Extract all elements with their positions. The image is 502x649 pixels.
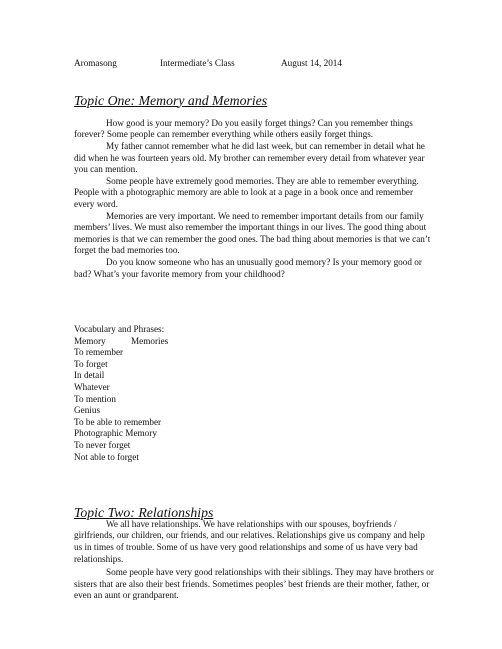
topic-one-paragraph: Some people have extremely good memories. They are able to remember everything. People with a photographic memory are able to look at a page in a book once and remember every word. (74, 175, 419, 209)
vocabulary-item: To be able to remember (74, 416, 162, 427)
topic-two-title: Topic Two: Relationships (74, 505, 214, 521)
vocabulary-item: Genius (74, 405, 101, 416)
topic-one-paragraph: Do you know someone who has an unusually good memory? Is your memory good or bad? What’s your favorite memory from your childhood? (74, 256, 422, 279)
document-page (74, 58, 434, 602)
topic-one-paragraph: My father cannot remember what he did last week, but can remember in detail what he did when he was fourteen years old. My brother can remember every detail from whatever year you can mention. (74, 140, 425, 175)
topic-two-paragraph: Some people have very good relationships with their siblings. They may have brothers or sisters that are also their best friends. Sometimes peoples’ best friends are their mother, father, or even an aunt or grandparent. (74, 567, 434, 601)
vocabulary-item: To never forget (74, 440, 131, 451)
vocabulary-item: Photographic Memory (74, 428, 157, 439)
vocabulary-item: Memory (74, 335, 106, 346)
vocabulary-item: Whatever (74, 382, 110, 393)
vocabulary-item: Memories (131, 335, 169, 346)
header-class: Intermediate’s Class (160, 58, 235, 68)
header-date: August 14, 2014 (281, 58, 342, 68)
vocabulary-title: Vocabulary and Phrases: (74, 324, 165, 335)
vocabulary-item: To forget (74, 358, 108, 369)
header-spacer (74, 70, 434, 95)
topic-one-section (74, 92, 434, 281)
vocabulary-first-row (74, 336, 434, 348)
topic-two-section (74, 507, 434, 602)
topic-one-paragraph: How good is your memory? Do you easily forget things? Can you remember things forever? Some people can remember everything while others easily forget things. (74, 117, 413, 140)
topic-one-paragraph: Memories are very important. We need to remember important details from our family members’ lives. We must also remember the important things in our lives. The good thing about memories is that we can remember the good ones. The bad thing about memories is that we can’t forget the bad memories too. (74, 210, 431, 256)
topic-two-paragraph: We all have relationships. We have relationships with our spouses, boyfriends / girlfriends, our children, our friends, and our relatives. Relationships give us company and help us in times of trouble. Some of us have very good relationships and some of us have very bad relationships. (74, 518, 425, 564)
vocabulary-section (74, 324, 434, 463)
vocabulary-item: To mention (74, 393, 116, 404)
topic-one-title: Topic One: Memory and Memories (74, 92, 268, 108)
vocabulary-item: Not able to forget (74, 451, 139, 462)
vocabulary-item: In detail (74, 370, 105, 381)
document-header (74, 58, 434, 70)
vocabulary-item: To remember (74, 347, 124, 358)
header-teacher: Aromasong (74, 58, 117, 68)
